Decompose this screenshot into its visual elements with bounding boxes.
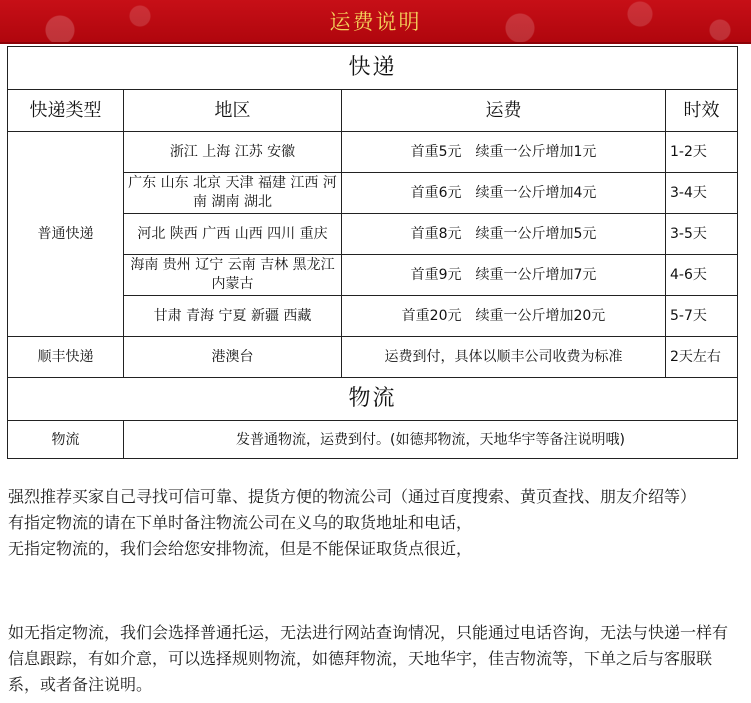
sf-fee: 运费到付，具体以顺丰公司收费为标准 — [342, 337, 666, 378]
note-recommend: 强烈推荐买家自己寻找可信可靠、提货方便的物流公司（通过百度搜索、黄页查找、朋友介绍等） — [8, 487, 697, 506]
row-time: 1-2天 — [666, 132, 738, 173]
note-undesignated: 无指定物流的，我们会给您安排物流，但是不能保证取货点很近， — [8, 539, 473, 558]
note-designated: 有指定物流的请在下单时备注物流公司在义乌的取货地址和电话， — [8, 513, 473, 532]
row-time: 3-4天 — [666, 173, 738, 214]
logistics-section-title: 物流 — [8, 378, 738, 421]
sf-row — [8, 337, 738, 378]
express-section-title: 快递 — [8, 47, 738, 90]
shipping-table — [7, 46, 738, 459]
row-time: 3-5天 — [666, 214, 738, 255]
notes-block-2 — [8, 620, 743, 698]
banner-title: 运费说明 — [329, 10, 422, 34]
row-fee: 首重8元 续重一公斤增加5元 — [342, 214, 666, 255]
row-region: 浙江 上海 江苏 安徽 — [124, 132, 342, 173]
notes-block — [8, 484, 743, 562]
row-region: 甘肃 青海 宁夏 新疆 西藏 — [124, 296, 342, 337]
row-region: 广东 山东 北京 天津 福建 江西 河南 湖南 湖北 — [124, 173, 342, 214]
header-time: 时效 — [666, 90, 738, 132]
header-fee: 运费 — [342, 90, 666, 132]
header-type: 快递类型 — [8, 90, 124, 132]
logistics-desc: 发普通物流，运费到付。(如德邦物流，天地华宇等备注说明哦) — [124, 421, 738, 459]
row-region: 河北 陕西 广西 山西 四川 重庆 — [124, 214, 342, 255]
sf-region: 港澳台 — [124, 337, 342, 378]
header-region: 地区 — [124, 90, 342, 132]
logistics-label: 物流 — [8, 421, 124, 459]
row-time: 5-7天 — [666, 296, 738, 337]
banner — [0, 0, 751, 44]
note-default-logistics: 如无指定物流，我们会选择普通托运，无法进行网站查询情况，只能通过电话咨询，无法与快递一样有信息跟踪，有如介意，可以选择规则物流，如德拜物流，天地华宇，佳吉物流等，下单之后与客服联系，或者备注说明。 — [8, 623, 729, 694]
table-row — [8, 132, 738, 173]
row-fee: 首重20元 续重一公斤增加20元 — [342, 296, 666, 337]
row-region: 海南 贵州 辽宁 云南 吉林 黑龙江 内蒙古 — [124, 255, 342, 296]
row-fee: 首重6元 续重一公斤增加4元 — [342, 173, 666, 214]
normal-express-label: 普通快递 — [8, 132, 124, 337]
sf-type: 顺丰快递 — [8, 337, 124, 378]
row-fee: 首重9元 续重一公斤增加7元 — [342, 255, 666, 296]
row-time: 4-6天 — [666, 255, 738, 296]
row-fee: 首重5元 续重一公斤增加1元 — [342, 132, 666, 173]
sf-time: 2天左右 — [666, 337, 738, 378]
